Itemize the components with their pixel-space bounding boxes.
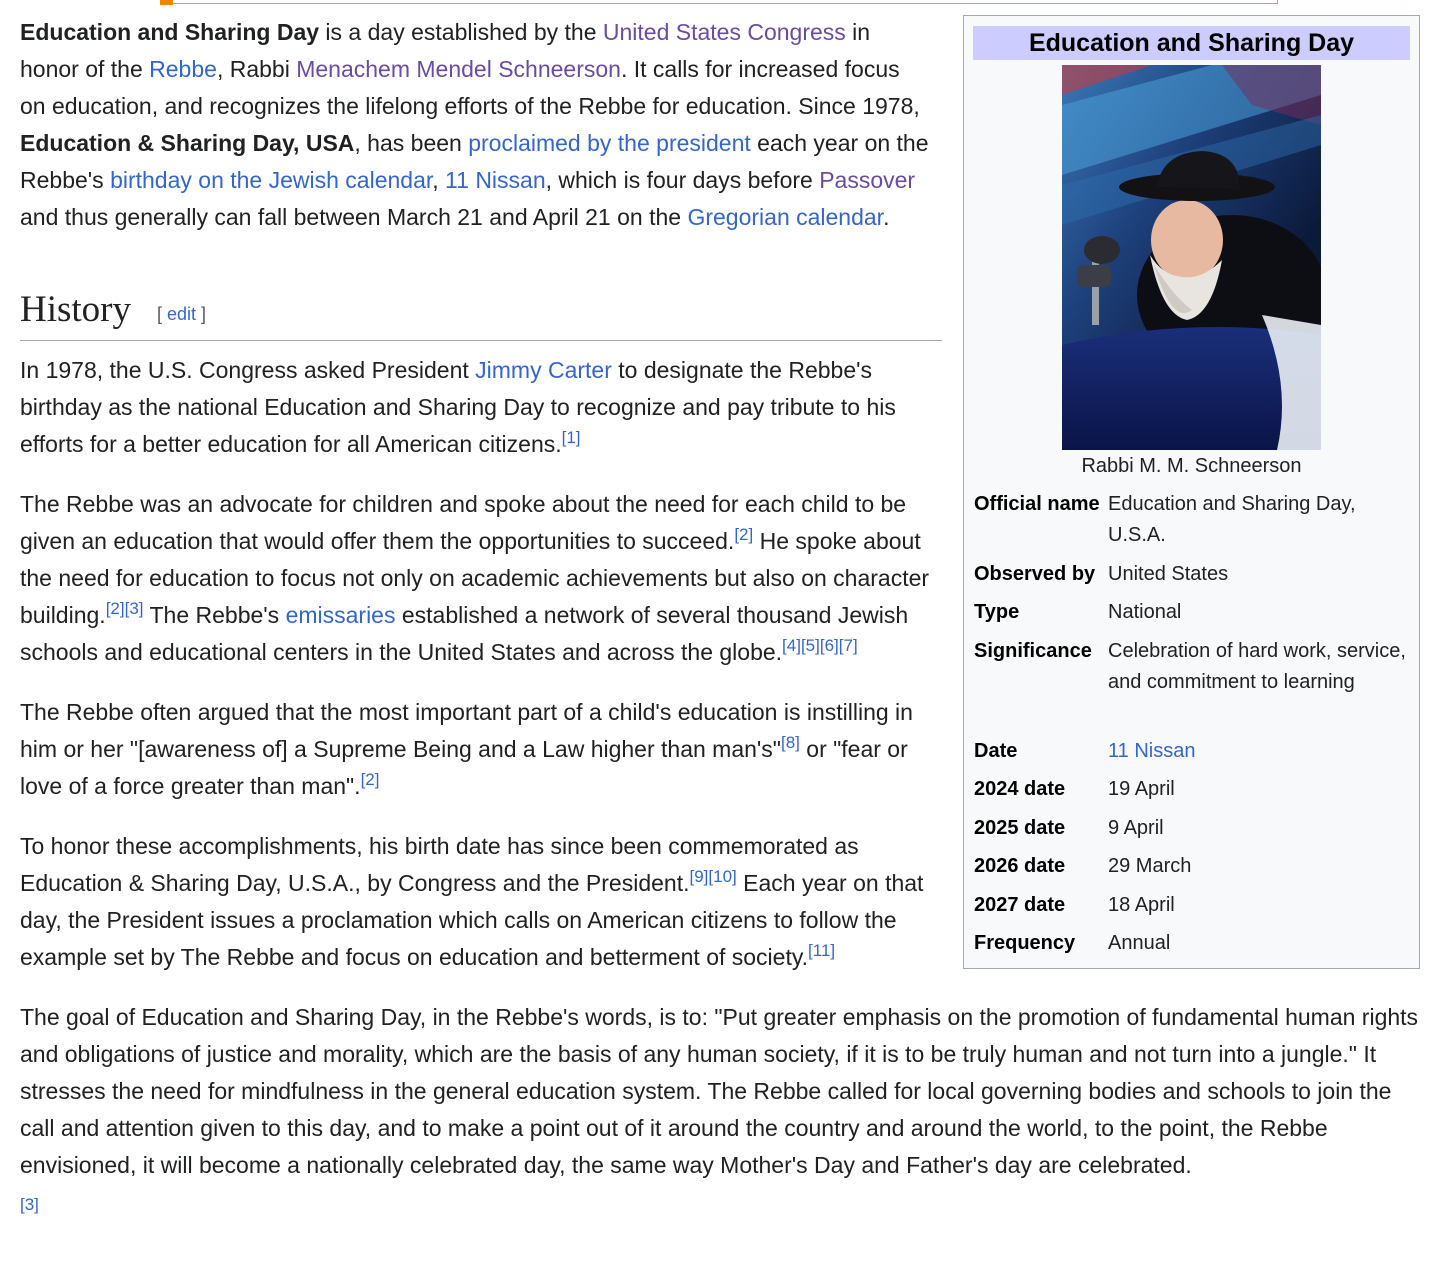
ref-11[interactable]: [11] [808, 941, 836, 960]
link-menachem-mendel-schneerson[interactable]: Menachem Mendel Schneerson [296, 56, 621, 82]
edit-section-link[interactable]: edit [167, 304, 197, 324]
link-jimmy-carter[interactable]: Jimmy Carter [475, 357, 612, 383]
link-rebbe[interactable]: Rebbe [149, 56, 217, 82]
ref-9[interactable]: [9] [689, 867, 709, 886]
ref-2[interactable]: [2] [734, 525, 754, 544]
ref-7[interactable]: [7] [838, 636, 858, 655]
portrait-caption: Rabbi M. M. Schneerson [1081, 455, 1302, 477]
ref-3[interactable]: [3] [20, 1195, 39, 1214]
link-date-11-nissan[interactable]: 11 Nissan [1108, 740, 1196, 762]
link-emissaries[interactable]: emissaries [285, 602, 396, 628]
ref-3[interactable]: [3] [124, 599, 144, 618]
history-paragraph-2: The Rebbe was an advocate for children and spoke about the need for each child to be given an education that would offer them the opportunities to succeed.[2] He spoke about the need for education to focus not only on academic achievements but also on character building.[2][3] The Rebbe's emissaries established a network of several thousand Jewish schools and educational centers in the United States and across the globe.[4][5][6][7] [20, 491, 930, 665]
history-paragraph-4: To honor these accomplishments, his birth date has since been commemorated as Education & Sharing Day, U.S.A., by Congress and the President.[9][10] Each year on that day, the President issues a proclamation which calls on American citizens to follow the example set by The Rebbe and focus on education and betterment of society.[11] [20, 833, 924, 970]
link-proclaimed-by-president[interactable]: proclaimed by the president [468, 130, 751, 156]
lead-bold-title: Education and Sharing Day [20, 19, 320, 45]
top-bar-accent [160, 0, 173, 5]
top-bar [172, 0, 1278, 4]
ref-6[interactable]: [6] [819, 636, 839, 655]
history-title: History [20, 289, 131, 330]
lead-bold-usa: Education & Sharing Day, USA [20, 130, 355, 156]
link-passover[interactable]: Passover [819, 167, 916, 193]
ref-5[interactable]: [5] [800, 636, 820, 655]
ref-8[interactable]: [8] [780, 733, 800, 752]
lead-paragraph: Education and Sharing Day is a day established by the United States Congress in honor of the Rebbe, Rabbi Menachem Mendel Schneerson. It calls for increased focus on education, and recognizes the lifelong efforts of the Rebbe for education. Since 1978, Education & Sharing Day, USA, has been proclaimed by the president each year on the Rebbe's birthday on the Jewish calendar, 11 Nissan, which is four days before Passover and thus generally can fall between March 21 and April 21 on the Gregorian calendar. [20, 19, 929, 230]
ref-4[interactable]: [4] [782, 636, 801, 655]
history-paragraph-3: The Rebbe often argued that the most important part of a child's education is instilling in him or her "[awareness of] a Supreme Being and a Law higher than man's"[8] or "fear or love of a force greater than man".[2] [20, 699, 913, 799]
portrait-photo-illustration [1062, 65, 1321, 450]
portrait-image[interactable] [1062, 65, 1321, 450]
link-11-nissan[interactable]: 11 Nissan [445, 167, 546, 193]
infobox-title: Education and Sharing Day [973, 26, 1410, 60]
link-united-states-congress[interactable]: United States Congress [602, 19, 846, 45]
ref-2[interactable]: [2] [105, 599, 125, 618]
history-paragraph-5: The goal of Education and Sharing Day, in the Rebbe's words, is to: "Put greater emphasis on the promotion of fundamental human rights and obligations of justice and morality, which are the basis of any human society, if it is to be truly human and not turn into a jungle." It stresses the need for mindfulness in the general education system. The Rebbe called for local governing bodies and schools to join the call and attention given to this day, and to make a point out of it around the country and around the world, to the point, the Rebbe envisioned, it will become a nationally celebrated day, the same way Mother's Day and Father's day are celebrated. [3] [20, 1004, 1419, 1214]
edit-section: [ edit ] [157, 304, 207, 324]
ref-2[interactable]: [2] [360, 770, 380, 789]
link-gregorian-calendar[interactable]: Gregorian calendar [687, 204, 884, 230]
history-paragraph-1: In 1978, the U.S. Congress asked President Jimmy Carter to designate the Rebbe's birthday as the national Education and Sharing Day to recognize and pay tribute to his efforts for a better education for all American citizens.[1] [20, 357, 896, 457]
history-heading [20, 287, 942, 341]
ref-10[interactable]: [10] [708, 867, 737, 886]
link-birthday-jewish-calendar[interactable]: birthday on the Jewish calendar [110, 167, 433, 193]
ref-1[interactable]: [1] [561, 428, 581, 447]
infobox: Education and Sharing Day Rabbi M. M. Schneerson Official name Education and Sharing Day, U.S.A. Observed by United States Type National Significance Celebration of hard work, service, and commitment to learning Date 11 Nissan 2024 date 19 April 2025 date 9 April 2026 date 29 March 2027 date 18 April Frequency Annual [963, 15, 1420, 969]
